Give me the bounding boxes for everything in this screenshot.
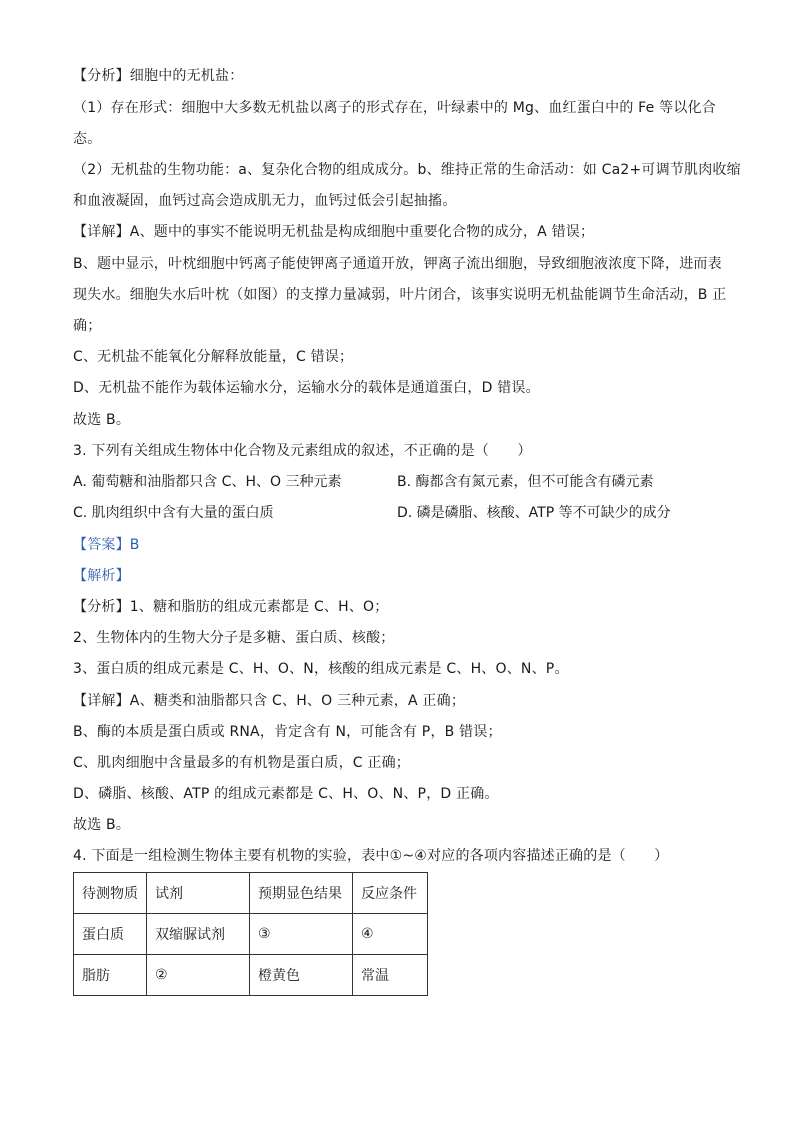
- table-header-cell: 预期显色结果: [250, 873, 353, 914]
- q4-stem: 4. 下面是一组检测生物体主要有机物的实验，表中①~④对应的各项内容描述正确的是（ ）: [73, 848, 669, 864]
- q3-option-c: C. 肌肉组织中含有大量的蛋白质: [73, 505, 274, 521]
- analysis-point1-line2: 态。: [73, 131, 102, 147]
- table-cell: 橙黄色: [250, 955, 353, 996]
- table-header-row: [74, 873, 428, 914]
- table-header-cell: 试剂: [147, 873, 250, 914]
- table-header-cell: 反应条件: [353, 873, 428, 914]
- q3-explain-heading: 【解析】: [73, 568, 130, 584]
- q3-detail-b: B、酶的本质是蛋白质或 RNA，肯定含有 N，可能含有 P，B 错误；: [73, 724, 502, 740]
- q3-stem: 3. 下列有关组成生物体中化合物及元素组成的叙述，不正确的是（ ）: [73, 443, 532, 459]
- analysis-point2-line2: 和血液凝固，血钙过高会造成肌无力，血钙过低会引起抽搐。: [73, 193, 457, 209]
- table-row: [74, 955, 428, 996]
- analysis-point2-line1: （2）无机盐的生物功能：a、复杂化合物的组成成分。b、维持正常的生命活动：如 Ca2+可调节肌肉收缩: [73, 162, 741, 178]
- table-row: [74, 914, 428, 955]
- detail-b-line1: B、题中显示，叶枕细胞中钙离子能使钾离子通道开放，钾离子流出细胞，导致细胞液浓度下降，进而表: [73, 256, 722, 272]
- table-header-cell: 待测物质: [74, 873, 147, 914]
- detail-choose: 故选 B。: [73, 412, 131, 428]
- table-cell: 蛋白质: [74, 914, 147, 955]
- table-cell: 双缩脲试剂: [147, 914, 250, 955]
- detail-a: 【详解】A、题中的事实不能说明无机盐是构成细胞中重要化合物的成分，A 错误；: [73, 224, 595, 240]
- q3-choose: 故选 B。: [73, 817, 131, 833]
- table-cell: ②: [147, 955, 250, 996]
- q3-option-a: A. 葡萄糖和油脂都只含 C、H、O 三种元素: [73, 474, 342, 490]
- q3-detail-a: 【详解】A、糖类和油脂都只含 C、H、O 三种元素，A 正确；: [73, 693, 466, 709]
- experiment-table: [73, 872, 428, 996]
- table-cell: ③: [250, 914, 353, 955]
- q3-analysis-3: 3、蛋白质的组成元素是 C、H、O、N，核酸的组成元素是 C、H、O、N、P。: [73, 661, 569, 677]
- q3-analysis-2: 2、生物体内的生物大分子是多糖、蛋白质、核酸；: [73, 630, 395, 646]
- table-cell: 常温: [353, 955, 428, 996]
- table-cell: 脂肪: [74, 955, 147, 996]
- detail-d: D、无机盐不能作为载体运输水分，运输水分的载体是通道蛋白，D 错误。: [73, 380, 540, 396]
- q3-detail-d: D、磷脂、核酸、ATP 的组成元素都是 C、H、O、N、P，D 正确。: [73, 786, 499, 802]
- q3-answer: 【答案】B: [73, 537, 140, 553]
- q3-detail-c: C、肌肉细胞中含量最多的有机物是蛋白质，C 正确；: [73, 755, 410, 771]
- analysis-point1-line1: （1）存在形式：细胞中大多数无机盐以离子的形式存在，叶绿素中的 Mg、血红蛋白中的 Fe 等以化合: [73, 100, 716, 116]
- detail-b-line3: 确；: [73, 318, 102, 334]
- analysis-heading: 【分析】细胞中的无机盐：: [73, 68, 244, 84]
- table-cell: ④: [353, 914, 428, 955]
- q3-analysis-1: 【分析】1、糖和脂肪的组成元素都是 C、H、O；: [73, 599, 389, 615]
- q3-option-b: B. 酶都含有氮元素，但不可能含有磷元素: [397, 474, 654, 490]
- detail-b-line2: 现失水。细胞失水后叶枕（如图）的支撑力量减弱，叶片闭合，该事实说明无机盐能调节生命活动，B 正: [73, 287, 727, 303]
- q3-option-d: D. 磷是磷脂、核酸、ATP 等不可缺少的成分: [397, 505, 671, 521]
- detail-c: C、无机盐不能氧化分解释放能量，C 错误；: [73, 349, 354, 365]
